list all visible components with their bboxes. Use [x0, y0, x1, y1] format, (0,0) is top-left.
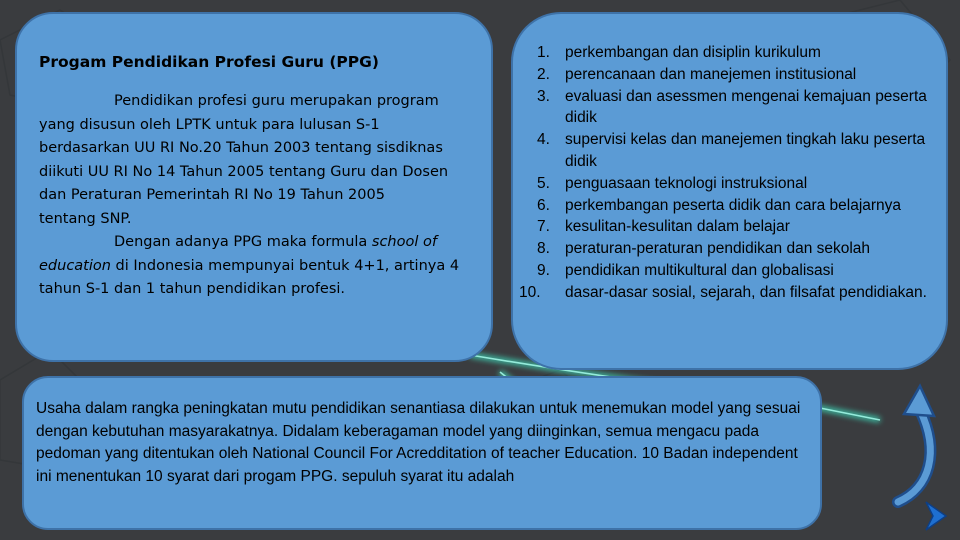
list-item — [519, 216, 932, 238]
list-item-number: 10. — [519, 283, 541, 301]
list-item-number: 1. — [537, 44, 550, 61]
list-item-number: 4. — [537, 131, 550, 149]
list-item-text: perencanaan dan manejemen institusional — [565, 65, 857, 83]
list-item — [519, 42, 932, 64]
list-item-number: 5. — [537, 174, 550, 192]
requirements-list — [519, 42, 932, 304]
list-item-text: pendidikan multikultural dan globalisasi — [565, 261, 834, 279]
list-item — [519, 195, 932, 217]
ppg-description-panel — [15, 12, 493, 362]
list-item-text: supervisi kelas dan manejemen tingkah laku peserta didik — [565, 131, 926, 170]
list-item-text: dasar-dasar sosial, sejarah, dan filsafat pendidiakan. — [565, 283, 927, 301]
list-item — [519, 173, 932, 195]
list-item-number: 9. — [537, 261, 550, 279]
list-item-text: perkembangan peserta didik dan cara belajarnya — [565, 196, 902, 214]
next-chevron-icon[interactable] — [918, 498, 952, 534]
description-paragraph — [39, 90, 471, 208]
formula-paragraph — [39, 231, 471, 302]
list-item — [519, 86, 932, 130]
list-item-text: perkembangan dan disiplin kurikulum — [565, 44, 821, 61]
formula-italic: school of education — [39, 234, 437, 274]
list-item — [519, 282, 932, 304]
list-item — [519, 260, 932, 282]
panel-title: Progam Pendidikan Profesi Guru (PPG) — [39, 53, 379, 71]
context-text: Usaha dalam rangka peningkatan mutu pendidikan senantiasa dilakukan untuk menemukan model yang sesuai dengan kebutuhan masyarakatnya. Didalam keberagaman model yang diinginkan, semua mengacu pada pedoman yang ditentukan oleh National Council For Acredditation of teacher Education. 10 Badan independent ini menentukan 10 syarat dari progam PPG. sepuluh syarat itu adalah — [36, 400, 801, 485]
context-panel — [22, 376, 822, 530]
list-item-number: 3. — [537, 87, 550, 105]
list-item-number: 8. — [537, 240, 550, 258]
list-item-number: 7. — [537, 218, 550, 236]
requirements-list-panel — [511, 12, 948, 370]
list-item-text: penguasaan teknologi instruksional — [565, 174, 808, 192]
list-item-text: evaluasi dan asessmen mengenai kemajuan peserta didik — [565, 87, 927, 127]
list-item — [519, 129, 932, 173]
list-item-text: kesulitan-kesulitan dalam belajar — [565, 218, 790, 236]
list-item-number: 2. — [537, 65, 550, 83]
formula-text-post: di Indonesia mempunyai bentuk 4+1, artinya 4 tahun S-1 dan 1 tahun pendidikan profesi. — [39, 257, 460, 297]
list-item — [519, 238, 932, 260]
list-item-number: 6. — [537, 196, 550, 214]
description-text: Pendidikan profesi guru merupakan program yang disusun oleh LPTK untuk para lulusan S-1 berdasarkan UU RI No.20 Tahun 2003 tentang sisdiknas diikuti UU RI No 14 Tahun 2005 tentang Guru dan Dosen dan Peraturan Pemerintah RI No 19 Tahun 2005 — [39, 93, 449, 203]
list-item — [519, 64, 932, 86]
formula-text-pre: Dengan adanya PPG maka formula — [114, 234, 372, 250]
description-paragraph-end: tentang SNP. — [39, 210, 132, 227]
curved-up-arrow-icon — [868, 380, 948, 510]
list-item-text: peraturan-peraturan pendidikan dan sekolah — [565, 240, 871, 258]
